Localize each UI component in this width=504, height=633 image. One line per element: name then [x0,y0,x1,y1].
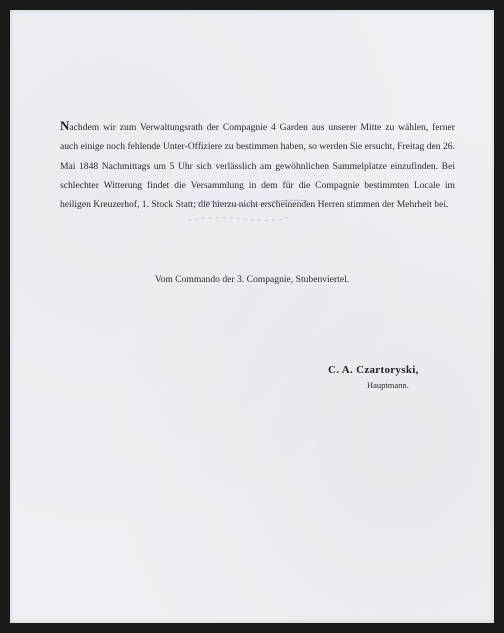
signature-rank: Hauptmann. [367,380,409,390]
document-sheet [10,10,494,623]
signature-name: C. A. Czartoryski, [328,364,419,376]
drop-initial: N [60,118,70,133]
body-paragraph [60,116,455,214]
body-text: achdem wir zum Verwaltungsrath der Compagnie 4 Garden aus unserer Mitte zu wählen, ferner auch einige noch fehlende Unter-Offiziere zu bestimmen haben, so werden Sie ersucht, Freitag den 26. Mai 1848 Nachmittags um 5 Uhr sich verlässlich am gewöhnlichen Sammelplatze einzufinden. Bei schlechter Witterung findet die Versammlung in dem für die Compagnie bestimmten Locale im heiligen Kreuzerhof, 1. Stock Statt; die hierzu nicht erscheinenden Herren stimmen der Mehrheit bei. [60,122,455,211]
command-line: Vom Commando der 3. Compagnie, Stubenviertel. [154,274,350,285]
